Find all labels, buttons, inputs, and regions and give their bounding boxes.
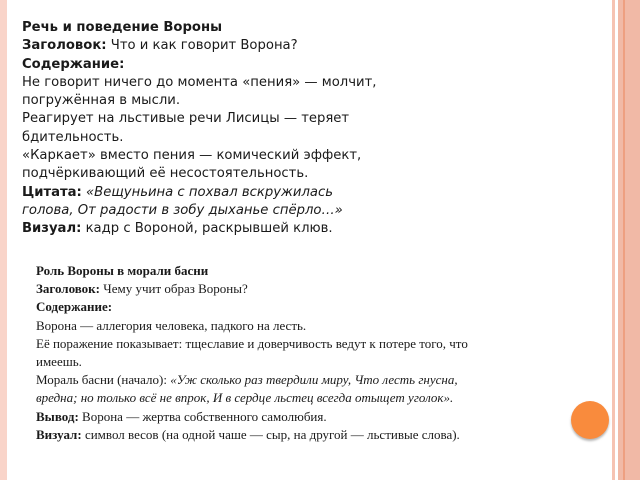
content-line: Ворона — аллегория человека, падкого на лесть. xyxy=(36,317,307,333)
heading-value: Что и как говорит Ворона? xyxy=(110,38,298,54)
section-crow-speech xyxy=(22,19,422,239)
content-line: Не говорит ничего до момента «пения» — молчит, xyxy=(22,74,377,90)
quote-text-cont: голова, От радости в зобу дыханье спёрло…» xyxy=(22,202,343,218)
quote-row xyxy=(22,184,422,202)
moral-quote-cont: вредна; но только всё не впрок, И в сердце льстец всегда отыщет уголок». xyxy=(36,390,454,406)
section-title: Роль Вороны в морали басни xyxy=(36,263,209,278)
moral-quote: «Уж сколько раз твердили миру, Что лесть гнусна, xyxy=(170,372,458,388)
heading-row xyxy=(36,280,556,298)
content-line: Её поражение показывает: тщеславие и доверчивость ведут к потере того, что xyxy=(36,335,468,351)
content-line: бдительность. xyxy=(22,129,124,145)
heading-label: Заголовок: xyxy=(36,281,100,297)
right-thin-stripe xyxy=(612,0,615,480)
section-title: Речь и поведение Вороны xyxy=(22,20,223,35)
content-line: Реагирует на льстивые речи Лисицы — теряет xyxy=(22,111,350,127)
content-label: Содержание: xyxy=(36,299,113,315)
visual-value: символ весов (на одной чаше — сыр, на другой — льстивые слова). xyxy=(84,426,460,442)
heading-row xyxy=(22,37,422,55)
conclusion-row xyxy=(36,408,556,426)
moral-row xyxy=(36,371,556,389)
heading-value: Чему учит образ Вороны? xyxy=(103,281,248,297)
left-decorative-stripe xyxy=(0,0,7,480)
content-line: погружённая в мысли. xyxy=(22,93,181,109)
content-label: Содержание: xyxy=(22,56,125,72)
content-line: «Каркает» вместо пения — комический эффект, xyxy=(22,148,362,164)
visual-label: Визуал: xyxy=(36,426,82,442)
right-band-line xyxy=(623,0,625,480)
content-line: имеешь. xyxy=(36,354,82,370)
quote-text: «Вещуньина с похвал вскружилась xyxy=(86,184,333,200)
orange-circle-decoration xyxy=(571,401,609,439)
heading-label: Заголовок: xyxy=(22,38,107,54)
visual-value: кадр с Вороной, раскрывшей клюв. xyxy=(85,221,333,237)
moral-prefix: Мораль басни (начало): xyxy=(36,372,167,388)
content-line: подчёркивающий её несостоятельность. xyxy=(22,166,309,182)
right-decorative-band xyxy=(618,0,640,480)
visual-row xyxy=(22,220,422,238)
conclusion-label: Вывод: xyxy=(36,408,79,424)
visual-row xyxy=(36,426,556,444)
section-crow-moral xyxy=(36,262,556,444)
quote-label: Цитата: xyxy=(22,184,82,200)
visual-label: Визуал: xyxy=(22,221,82,237)
conclusion-value: Ворона — жертва собственного самолюбия. xyxy=(82,408,327,424)
